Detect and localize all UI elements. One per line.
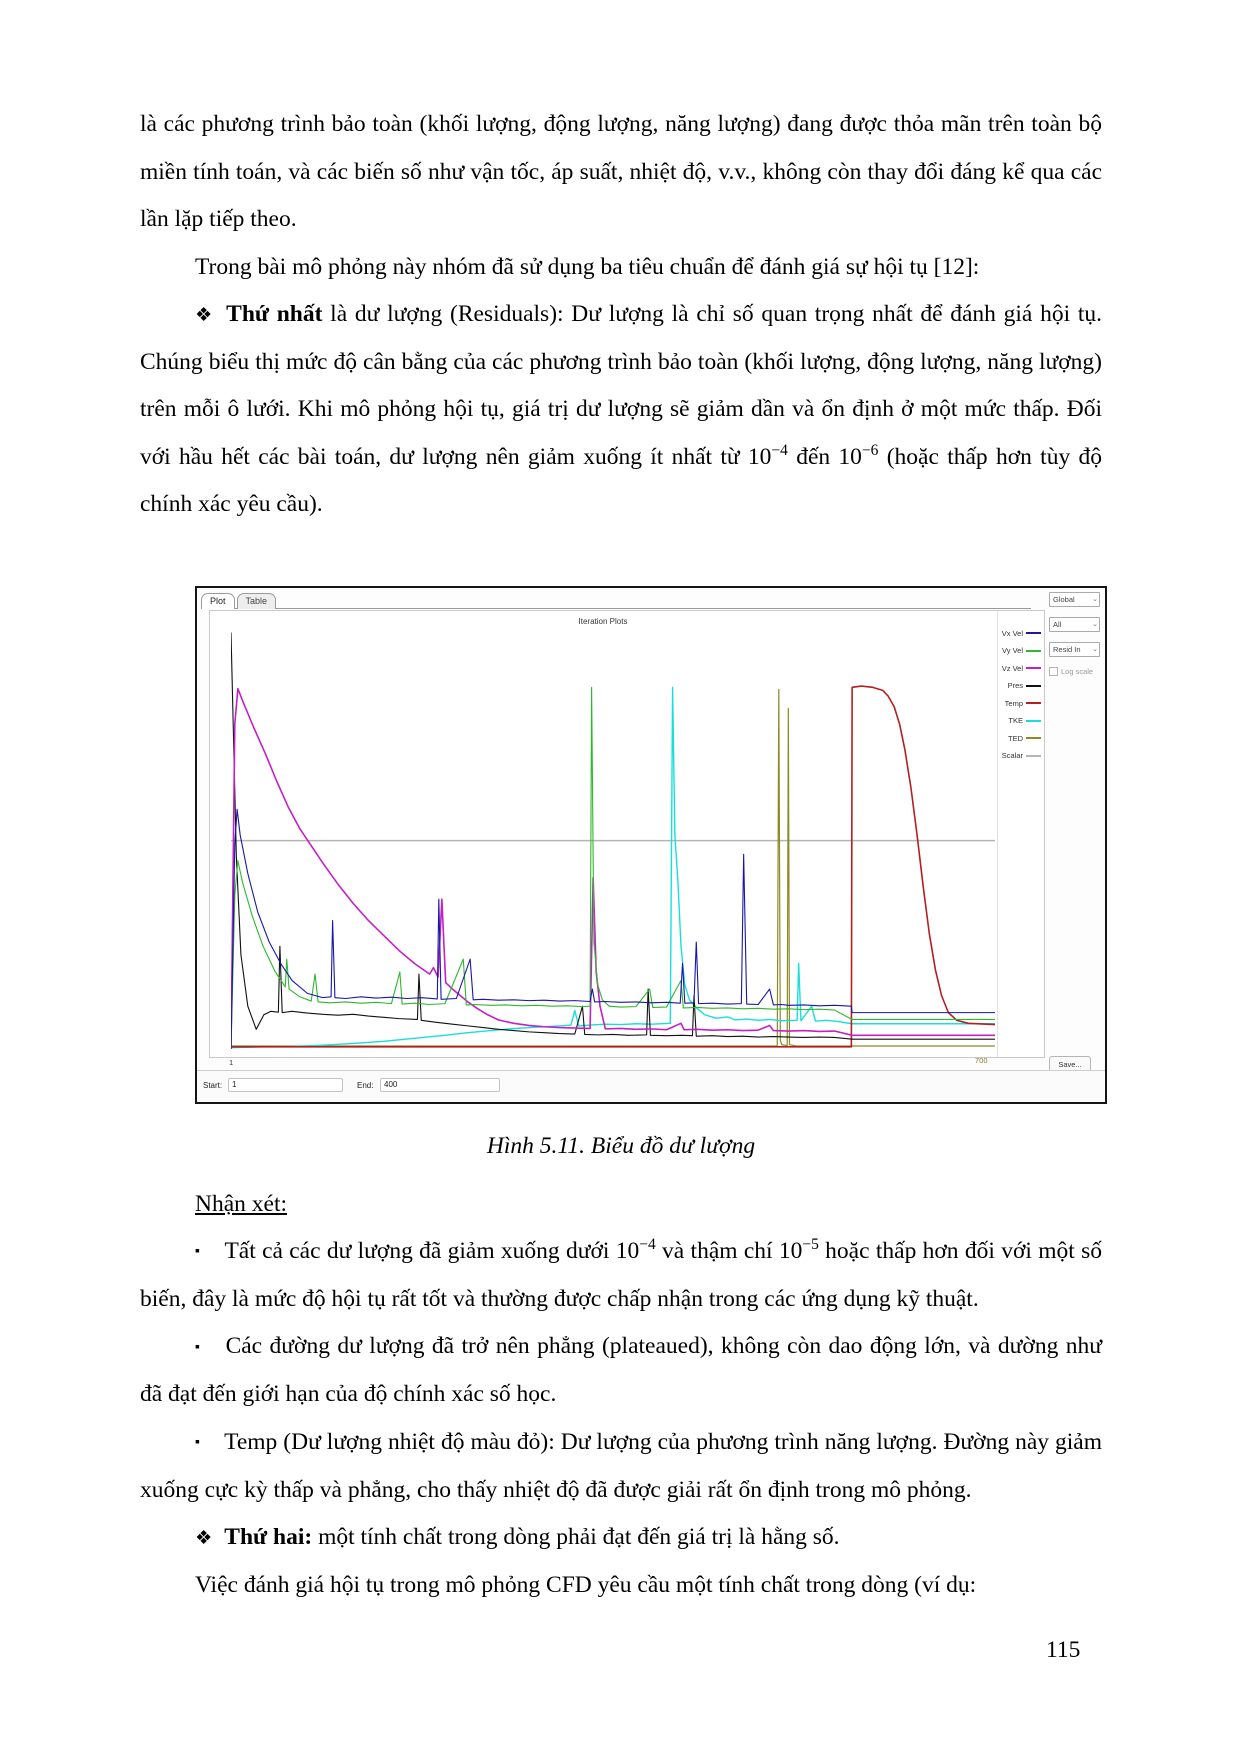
legend-line-swatch (1026, 685, 1041, 687)
paragraph-conservation (140, 101, 1102, 244)
second-criterion-text: một tính chất trong dòng phải đạt đến giá trị là hằng số. (312, 1524, 840, 1551)
legend-label: Scalar (1001, 751, 1023, 761)
legend-line-swatch (1026, 737, 1041, 739)
iteration-range-bar (197, 1070, 1105, 1102)
note-item-3 (140, 1419, 1102, 1514)
legend-line-swatch (1026, 720, 1041, 722)
legend-item (998, 730, 1044, 748)
legend-line-swatch (1026, 755, 1041, 757)
legend-item (998, 695, 1044, 713)
legend-label: Vx Vel (1001, 628, 1023, 638)
paragraph-criteria-intro-text: Trong bài mô phỏng này nhóm đã sử dụng ba tiêu chuẩn để đánh giá sự hội tụ [12]: (195, 253, 980, 280)
legend-label: TKE (1008, 716, 1023, 726)
legend-label: Pres (1007, 681, 1023, 691)
end-label: End: (357, 1080, 374, 1090)
paragraph-cfd-convergence (140, 1562, 1102, 1610)
legend-line-swatch (1026, 632, 1041, 634)
legend-item (998, 642, 1044, 660)
note-2-text: Các đường dư lượng đã trở nên phẳng (plateaued), không còn dao động lớn, và dường như đã đạt đến giới hạn của độ chính xác số học. (140, 1333, 1103, 1408)
square-bullet-icon: ▪ (195, 1243, 201, 1260)
notes-heading (140, 1181, 1102, 1229)
scope-dropdown-value: Global (1053, 594, 1075, 604)
first-criterion-label: Thứ nhất (226, 301, 323, 327)
exponent-minus4: −4 (639, 1236, 656, 1254)
first-criterion-text-c: (hoặc thấp hơn tùy độ chính xác yêu cầu). (140, 443, 1102, 517)
chevron-down-icon: ⌄ (1092, 645, 1098, 653)
note-1-text-c: hoặc thấp hơn đối với một số biến, đây là mức độ hội tụ rất tốt và thường được chấp nhận trong các ứng dụng kỹ thuật. (140, 1238, 1102, 1312)
save-button[interactable]: Save... (1049, 1056, 1091, 1073)
legend-item (998, 747, 1044, 765)
residuals-plot-window (195, 586, 1107, 1104)
note-3-text: Temp (Dư lượng nhiệt độ màu đỏ): Dư lượng của phương trình năng lượng. Đường này giảm xuống cực kỳ thấp và phẳng, cho thấy nhiệt độ đã được giải rất ổn định trong mô phỏng. (140, 1428, 1102, 1503)
exponent-minus6: −6 (861, 441, 879, 459)
quantity-dropdown-value: All (1053, 619, 1062, 629)
page-number: 115 (1046, 1637, 1081, 1663)
legend-item (998, 660, 1044, 678)
checkbox-icon (1049, 667, 1058, 676)
legend-label: Temp (1004, 698, 1023, 708)
note-item-2 (140, 1323, 1102, 1418)
residual-curve-vx-vel (231, 809, 995, 1049)
legend-item (998, 677, 1044, 695)
chevron-down-icon: ⌄ (1092, 595, 1098, 603)
residual-type-dropdown[interactable] (1049, 642, 1100, 657)
second-criterion-label: Thứ hai: (224, 1524, 313, 1551)
start-label: Start: (203, 1080, 223, 1090)
x-axis-end-tick: 700 (975, 1055, 988, 1065)
plot-controls-column (1049, 592, 1100, 676)
residual-curve-ted (231, 689, 995, 1046)
legend-item (998, 625, 1044, 643)
note-1-text-a: Tất cả các dư lượng đã giảm xuống dưới 10 (224, 1238, 640, 1264)
quantity-dropdown[interactable] (1049, 617, 1100, 632)
residual-curve-tke (231, 687, 995, 1047)
legend-label: Vz Vel (1001, 663, 1023, 673)
text-column (140, 101, 1102, 1609)
log-scale-checkbox[interactable] (1049, 667, 1100, 676)
tab-table[interactable]: Table (237, 593, 277, 609)
plot-legend (997, 611, 1044, 1057)
legend-line-swatch (1026, 702, 1041, 704)
chevron-down-icon: ⌄ (1092, 620, 1098, 628)
tab-strip (201, 591, 1031, 609)
first-criterion-text-a: là dư lượng (Residuals): Dư lượng là chỉ số quan trọng nhất để đánh giá hội tụ. Chúng biểu thị mức độ cân bằng của các phương trình bảo toàn (khối lượng, động lượng, năng lượng) trên mỗi ô lưới. Khi mô phỏng hội tụ, giá trị dư lượng sẽ giảm dần và ổn định ở một mức thấp. Đối với hầu hết các bài toán, dư lượng nên giảm xuống ít nhất từ 10 (140, 301, 1103, 470)
residual-curve-vz-vel (231, 688, 995, 1048)
scope-dropdown[interactable] (1049, 592, 1100, 607)
legend-line-swatch (1026, 650, 1041, 652)
start-input[interactable] (228, 1078, 343, 1092)
notes-heading-text: Nhận xét: (195, 1190, 288, 1217)
exponent-minus4: −4 (771, 441, 788, 459)
figure-caption: Hình 5.11. Biểu đồ dư lượng (486, 1132, 756, 1159)
end-input[interactable] (380, 1078, 500, 1092)
paragraph-conservation-text: là các phương trình bảo toàn (khối lượng, động lượng, năng lượng) đang được thỏa mãn trên toàn bộ miền tính toán, và các biến số như vận tốc, áp suất, nhiệt độ, v.v., không còn thay đổi đáng kể qua các lần lặp tiếp theo. (140, 111, 1102, 232)
residual-curve-pres (231, 632, 995, 1039)
note-1-text-b: và thậm chí 10 (655, 1238, 803, 1264)
residual-curves-canvas (231, 621, 995, 1049)
legend-item (998, 712, 1044, 730)
exponent-minus5: −5 (802, 1236, 819, 1254)
diamond-bullet-icon: ❖ (195, 303, 215, 326)
first-criterion-text-b: đến 10 (787, 443, 862, 470)
diamond-bullet-icon: ❖ (195, 1526, 213, 1550)
x-axis-start-tick: 1 (229, 1057, 234, 1067)
square-bullet-icon: ▪ (195, 1434, 201, 1451)
residual-curve-temp (231, 686, 995, 1047)
plot-title: Iteration Plots (578, 616, 628, 626)
tab-plot[interactable]: Plot (201, 593, 235, 609)
plot-frame (209, 610, 1045, 1058)
paragraph-first-criterion (140, 291, 1102, 529)
legend-line-swatch (1026, 667, 1041, 669)
note-item-1 (140, 1228, 1102, 1323)
log-scale-label: Log scale (1061, 666, 1094, 676)
square-bullet-icon: ▪ (195, 1338, 202, 1355)
paragraph-second-criterion (140, 1514, 1102, 1562)
legend-label: TED (1008, 733, 1023, 743)
paragraph-cfd-convergence-text: Việc đánh giá hội tụ trong mô phỏng CFD yêu cầu một tính chất trong dòng (ví dụ: (195, 1571, 977, 1598)
legend-label: Vy Vel (1002, 646, 1023, 656)
paragraph-criteria-intro (140, 244, 1102, 292)
residual-curve-vy-vel (231, 687, 995, 1049)
residual-type-dropdown-value: Resid In (1053, 644, 1081, 654)
